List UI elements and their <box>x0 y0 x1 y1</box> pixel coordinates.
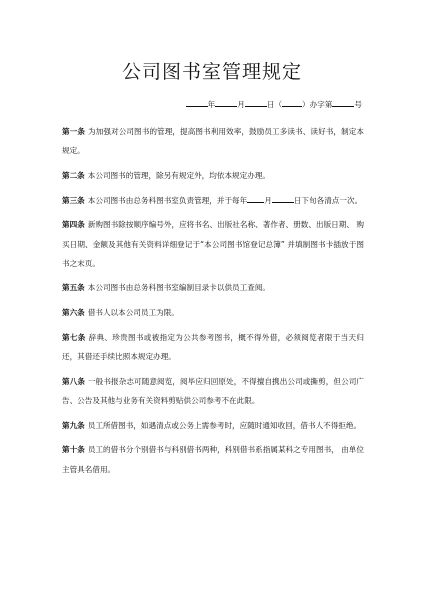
office-code-blank <box>282 98 302 107</box>
number-blank <box>332 98 354 107</box>
article-text: 一般书报杂志可随意阅览，阅毕应归回原处，不得擅自携出公司或撕剪，但公司广告、公告及其他与业务有关资料剪贴供公司参考不在此限。 <box>62 376 365 405</box>
article-label: 第五条 <box>62 283 85 293</box>
article-text: 为加强对公司图书的管理，提高图书利用效率，鼓励员工多读书、读好书，制定本规定。 <box>62 127 365 156</box>
article-label: 第三条 <box>62 195 85 205</box>
document-number-line <box>62 98 362 110</box>
article-7 <box>62 328 364 366</box>
paren-close: ） <box>302 100 310 109</box>
day-blank <box>245 98 267 107</box>
article-text: 员工的借书分个别借书与科别借书两种，科别借书系指属某科之专用图书， 由单位主管具名借用。 <box>62 445 365 474</box>
month-blank <box>247 194 264 203</box>
article-text: 日下旬各清点一次。 <box>293 195 363 205</box>
article-label: 第八条 <box>62 376 86 386</box>
year-label: 年 <box>207 100 216 109</box>
article-text: 员工所借图书，如遇清点或公务上需参考时，应随时通知收回，借书人不得拒绝。 <box>87 420 362 430</box>
article-1 <box>62 122 364 160</box>
number-label: 号 <box>354 100 362 109</box>
year-blank <box>186 98 208 107</box>
article-text: 新购图书除按顺序编号外，应将书名、出版社名称、著作者、册数、出版日期、 购买日期、金额及其他有关资料详细登记于“本公司图书馆登记总簿” 并填制图书卡插放于图书之末页。 <box>62 220 365 268</box>
month-blank <box>215 98 237 107</box>
paren-open: （ <box>274 100 283 109</box>
article-2 <box>62 166 364 185</box>
article-text: 借书人以本公司员工为限。 <box>87 308 179 318</box>
article-label: 第四条 <box>62 220 85 230</box>
article-label: 第六条 <box>62 308 85 318</box>
article-text: 本公司图书由总务科图书室编制目录卡以供员工查阅。 <box>87 283 271 293</box>
article-label: 第十条 <box>62 445 85 455</box>
article-label: 第九条 <box>62 420 85 430</box>
article-text: 月 <box>264 195 272 205</box>
article-8 <box>62 372 364 410</box>
article-4 <box>62 215 364 273</box>
article-label: 第一条 <box>62 127 86 136</box>
article-label: 第二条 <box>62 170 85 180</box>
article-text: 本公司图书由总务科图书室负责管理，并于每年 <box>87 195 248 205</box>
article-label: 第七条 <box>62 332 86 342</box>
month-label: 月 <box>237 100 245 109</box>
article-6 <box>62 303 364 322</box>
article-10 <box>62 440 364 478</box>
article-3 <box>62 191 364 210</box>
article-text: 本公司图书的管理，除另有规定外，均依本规定办理。 <box>87 170 271 180</box>
page-title: 公司图书室管理规定 <box>121 61 302 83</box>
article-5 <box>62 278 364 297</box>
articles-body <box>62 122 364 484</box>
office-label: 办字第 <box>309 100 333 109</box>
day-blank <box>272 194 294 203</box>
article-9 <box>62 416 364 435</box>
article-text: 辞典、珍贵图书或被指定为公共参考图书，概不得外借，必须阅览者限于当天归还，其借还手续比照本规定办理。 <box>62 332 365 362</box>
day-label: 日 <box>266 100 275 109</box>
